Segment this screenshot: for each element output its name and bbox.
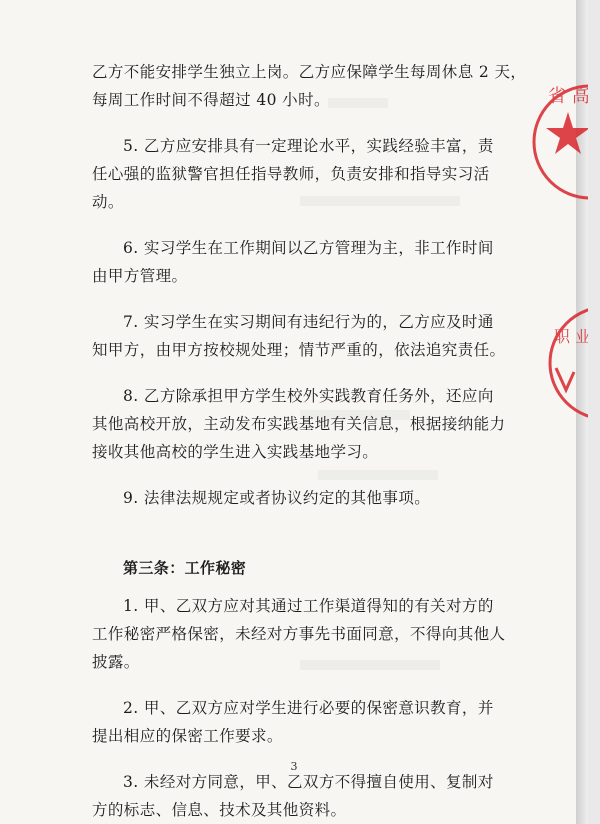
text-line: 方的标志、信息、技术及其他资料。 bbox=[92, 801, 347, 819]
text-line: 2. 甲、乙双方应对学生进行必要的保密意识教育，并 bbox=[123, 699, 494, 717]
text-line: 提出相应的保密工作要求。 bbox=[92, 727, 283, 745]
text-line: 6. 实习学生在工作期间以乙方管理为主，非工作时间 bbox=[123, 239, 494, 257]
paragraph bbox=[92, 58, 527, 114]
text-line: 知甲方，由甲方按校规处理；情节严重的，依法追究责任。 bbox=[92, 341, 506, 359]
text-line: 9. 法律法规规定或者协议约定的其他事项。 bbox=[123, 489, 431, 507]
paragraph bbox=[92, 694, 502, 750]
text-line: 披露。 bbox=[92, 653, 140, 671]
text-line: 8. 乙方除承担甲方学生校外实践教育任务外，还应向 bbox=[123, 387, 494, 405]
text-line: 由甲方管理。 bbox=[92, 267, 188, 285]
seal-text: 职 业 bbox=[554, 327, 592, 346]
paragraph bbox=[92, 132, 502, 216]
official-seal-top bbox=[528, 70, 588, 210]
text-line: 1. 甲、乙双方应对其通过工作渠道得知的有关对方的 bbox=[123, 597, 494, 615]
text-line: 3. 未经对方同意，甲、乙双方不得擅自使用、复制对 bbox=[123, 773, 494, 791]
paragraph bbox=[92, 484, 502, 512]
text-line: 7. 实习学生在实习期间有违纪行为的，乙方应及时通 bbox=[123, 313, 494, 331]
section-heading: 第三条：工作秘密 bbox=[123, 559, 247, 577]
official-seal-middle bbox=[540, 298, 592, 428]
paragraph bbox=[92, 768, 502, 824]
text-line: 其他高校开放，主动发布实践基地有关信息，根据接纳能力 bbox=[92, 415, 506, 433]
text-line: 5. 乙方应安排具有一定理论水平，实践经验丰富，责 bbox=[123, 137, 494, 155]
text-line: 工作秘密严格保密，未经对方事先书面同意，不得向其他人 bbox=[92, 625, 506, 643]
text-line: 任心强的监狱警官担任指导教师，负责安排和指导实习活 bbox=[92, 165, 490, 183]
text-line: 动。 bbox=[92, 193, 124, 211]
text-line: 接收其他高校的学生进入实践基地学习。 bbox=[92, 443, 379, 461]
page-number: 3 bbox=[290, 760, 298, 773]
body-text bbox=[92, 58, 527, 824]
seal-text: 省 高 bbox=[548, 86, 590, 107]
paragraph bbox=[92, 308, 506, 364]
text-line: 乙方不能安排学生独立上岗。乙方应保障学生每周休息 2 天， bbox=[92, 63, 527, 81]
text-line: 每周工作时间不得超过 40 小时。 bbox=[92, 91, 330, 109]
paragraph bbox=[92, 592, 506, 676]
paragraph bbox=[92, 382, 506, 466]
paragraph bbox=[92, 234, 502, 290]
